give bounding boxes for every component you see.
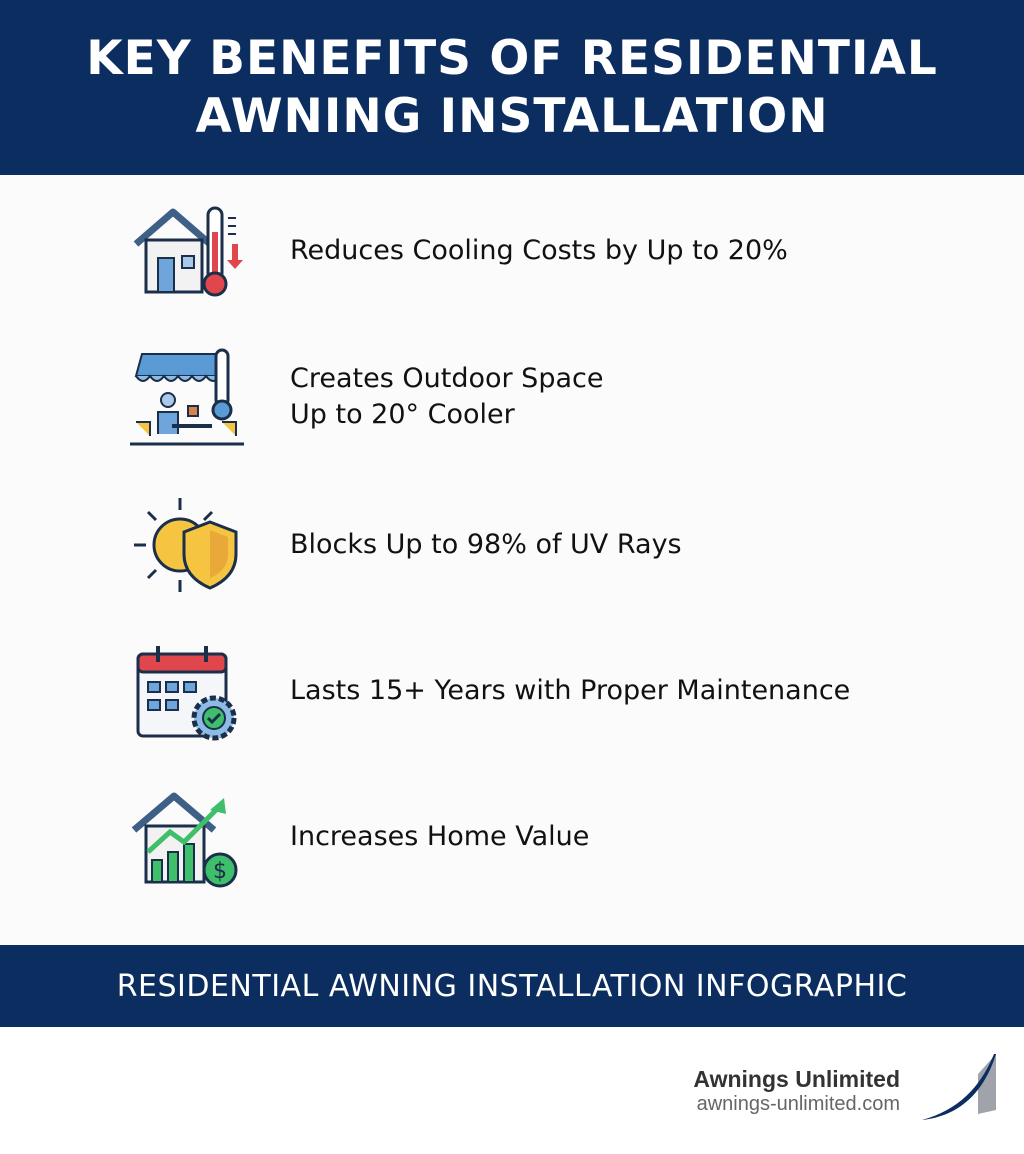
benefit-outdoor-space <box>128 342 928 452</box>
benefit-label <box>290 233 788 269</box>
brand-logo-swoosh-icon <box>918 1052 1000 1122</box>
benefit-cooling-costs <box>128 196 928 306</box>
benefit-text: Lasts 15+ Years with Proper Maintenance <box>290 675 851 706</box>
house-value-growth-icon <box>128 782 248 892</box>
benefit-label <box>290 819 589 855</box>
footer-title: RESIDENTIAL AWNING INSTALLATION INFOGRAPHIC <box>116 968 908 1004</box>
benefit-label <box>290 673 850 709</box>
calendar-gear-icon <box>128 636 248 746</box>
title-line-1: KEY BENEFITS OF RESIDENTIAL <box>86 30 938 86</box>
brand-name: Awnings Unlimited <box>693 1066 900 1092</box>
benefit-text: Increases Home Value <box>290 821 590 852</box>
patio-awning-thermometer-icon <box>128 342 248 452</box>
brand-url[interactable]: awnings-unlimited.com <box>696 1093 900 1115</box>
page-header <box>0 0 1024 175</box>
house-thermometer-icon <box>128 196 248 306</box>
brand-block <box>693 1066 900 1116</box>
svg-text:$: $ <box>213 859 227 884</box>
benefit-text-line-2: Up to 20° Cooler <box>290 399 515 430</box>
benefit-text: Creates Outdoor Space <box>290 363 604 394</box>
benefit-home-value <box>128 782 928 892</box>
benefit-text: Reduces Cooling Costs by Up to 20% <box>290 235 788 266</box>
benefit-uv-rays <box>128 490 928 600</box>
benefit-label <box>290 527 682 563</box>
benefit-text: Blocks Up to 98% of UV Rays <box>290 529 682 560</box>
benefit-lifespan <box>128 636 928 746</box>
footer-banner <box>0 945 1024 1027</box>
title-line-2: AWNING INSTALLATION <box>195 88 829 144</box>
benefit-label <box>290 361 603 433</box>
sun-shield-icon <box>128 490 248 600</box>
